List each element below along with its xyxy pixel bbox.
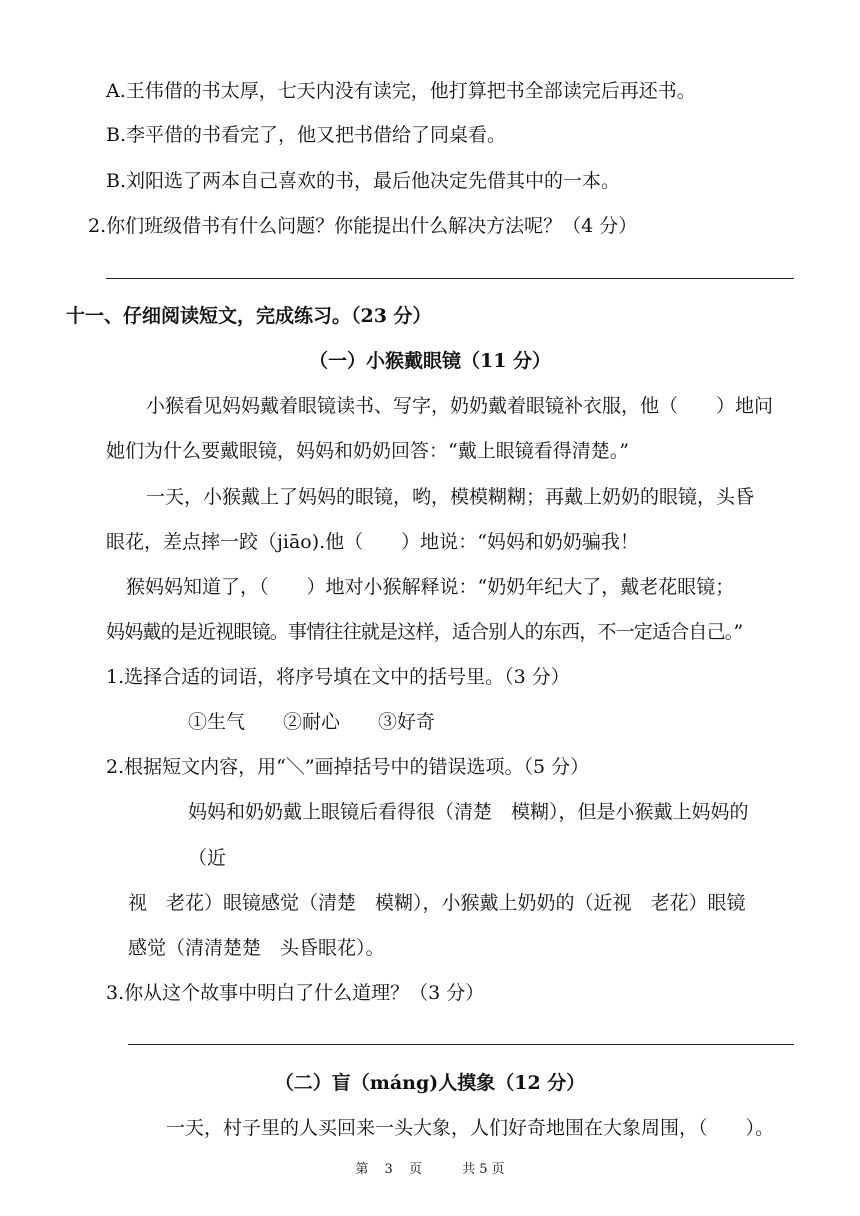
footer-total-pages: 共 5 页 [462, 1162, 505, 1177]
passage1-question-2: 2.根据短文内容，用“＼”画掉括号中的错误选项。（5 分） [106, 756, 590, 778]
footer-page-number: 3 [384, 1162, 393, 1177]
passage1-para2-line2: 眼花，差点摔一跤（jiāo).他（ ）地说：“妈妈和奶奶骗我！ [106, 531, 639, 553]
passage1-question-2-line3: 视 老花）眼镜感觉（清楚 模糊），小猴戴上奶奶的（近视 老花）眼镜 [128, 892, 746, 914]
passage1-para3-line1: 猴妈妈知道了，（ ）地对小猴解释说：“奶奶年纪大了，戴老花眼镜； [126, 576, 735, 598]
passage1-question-3: 3.你从这个故事中明白了什么道理？（3 分） [106, 982, 485, 1004]
answer-line-2 [128, 1044, 794, 1045]
footer-page-unit: 页 [408, 1162, 422, 1177]
passage1-title: （一）小猴戴眼镜（11 分） [308, 350, 552, 372]
passage1-question-1: 1.选择合适的词语，将序号填在文中的括号里。（3 分） [106, 666, 570, 688]
passage1-question-2-line2: （近 [188, 847, 227, 869]
passage1-question-2-line1: 妈妈和奶奶戴上眼镜后看得很（清楚 模糊），但是小猴戴上妈妈的 [188, 801, 749, 823]
passage1-question-2-line4: 感觉（清清楚楚 头昏眼花）。 [128, 937, 385, 959]
passage2-title: （二）盲（máng)人摸象（12 分） [274, 1072, 586, 1094]
option-b: B.李平借的书看完了，他又把书借给了同桌看。 [106, 124, 507, 146]
option-a: A.王伟借的书太厚，七天内没有读完，他打算把书全部读完后再还书。 [106, 80, 696, 102]
passage1-para2-line1: 一天，小猴戴上了妈妈的眼镜，哟，模模糊糊；再戴上奶奶的眼镜，头昏 [146, 486, 755, 508]
section-heading: 十一、仔细阅读短文，完成练习。（23 分） [66, 305, 432, 327]
passage1-para3-line2: 妈妈戴的是近视眼镜。事情往往就是这样，适合别人的东西，不一定适合自己。” [106, 621, 743, 643]
passage2-para1: 一天，村子里的人买回来一头大象，人们好奇地围在大象周围，（ ）。 [166, 1117, 775, 1139]
footer-page-label: 第 [355, 1162, 369, 1177]
passage1-question-1-options: ①生气 ②耐心 ③好奇 [188, 711, 436, 733]
passage1-para1-line1: 小猴看见妈妈戴着眼镜读书、写字，奶奶戴着眼镜补衣服，他（ ）地问 [146, 395, 774, 417]
page-footer [0, 1158, 860, 1177]
question-2: 2.你们班级借书有什么问题？你能提出什么解决方法呢？（4 分） [88, 215, 638, 237]
option-b2: B.刘阳选了两本自己喜欢的书，最后他决定先借其中的一本。 [106, 170, 621, 192]
passage1-para1-line2: 她们为什么要戴眼镜，妈妈和奶奶回答：“戴上眼镜看得清楚。” [106, 440, 629, 462]
answer-line [106, 278, 794, 279]
